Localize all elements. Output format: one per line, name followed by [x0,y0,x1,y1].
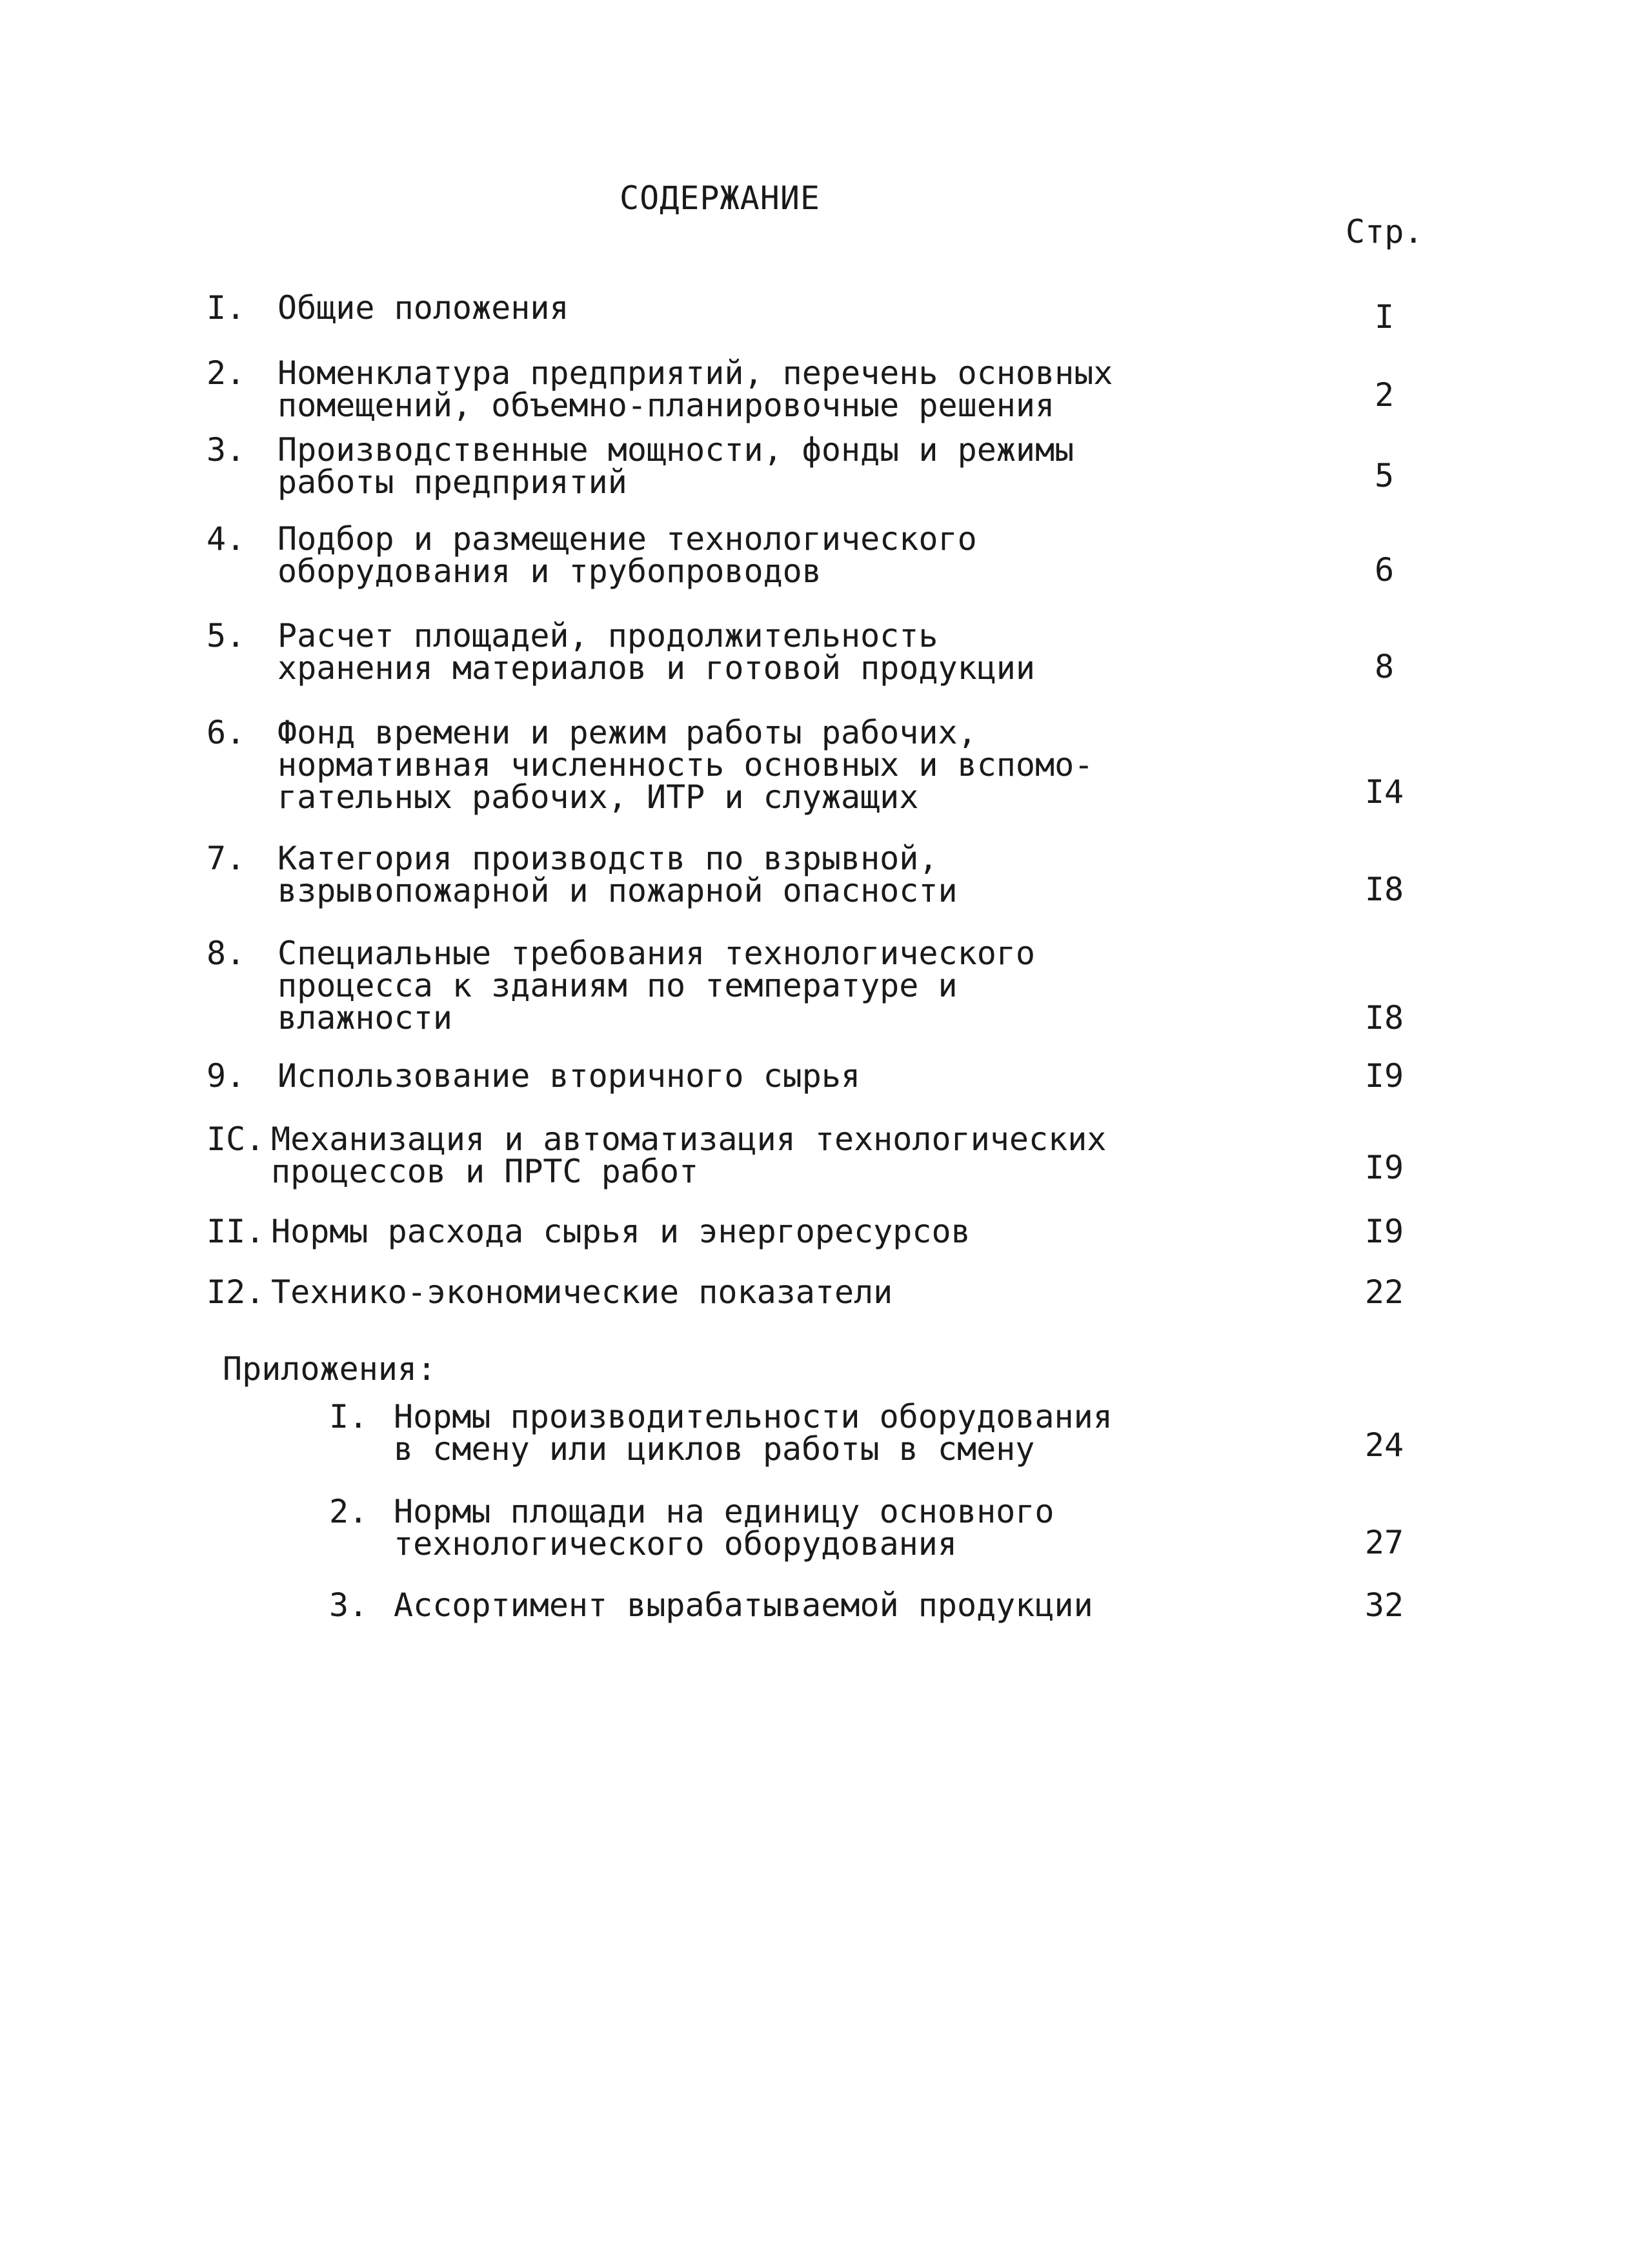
toc-entry-number: 7. [207,840,246,877]
toc-entry-page: I4 [1364,773,1404,811]
toc-entry-number: 4. [207,520,246,558]
appendix-item-number: 2. [329,1493,368,1530]
toc-entry-text: Расчет площадей, продолжительность хранения материалов и готовой продукции [278,617,1035,687]
appendix-item-text: Нормы площади на единицу основного технологического оборудования [394,1493,1055,1563]
toc-entry-number: 2. [207,354,246,392]
toc-entry-page: I9 [1364,1213,1404,1250]
toc-entry-text: Нормы расхода сырья и энергоресурсов [271,1213,971,1250]
page-column-header: Стр. [1346,213,1424,250]
toc-entry-text: Механизация и автоматизация технологических процессов и ПРТС работ [271,1120,1107,1190]
toc-entry-number: 6. [207,714,246,751]
toc-entry-text: Специальные требования технологического процесса к зданиям по температуре и влажности [278,935,1035,1037]
toc-entry-text: Фонд времени и режим работы рабочих, нормативная численность основных и вспомо- гательных рабочих, ИТР и служащих [278,714,1094,816]
toc-entry-page: 22 [1364,1273,1404,1311]
appendix-item-page: 24 [1364,1426,1404,1464]
page-title: СОДЕРЖАНИЕ [620,179,821,217]
toc-entry-text: Категория производств по взрывной, взрывопожарной и пожарной опасности [278,840,958,909]
toc-entry-page: I [1374,298,1395,336]
toc-entry-number: IC. [207,1120,265,1158]
toc-entry-number: I. [207,289,246,327]
toc-entry-number: 3. [207,431,246,469]
toc-entry-page: 5 [1374,457,1395,494]
toc-entry-page: 2 [1374,376,1395,414]
toc-entry-page: I8 [1364,999,1404,1037]
toc-entry-text: Подбор и размещение технологического оборудования и трубопроводов [278,520,977,590]
toc-entry-text: Номенклатура предприятий, перечень основных помещений, объемно-планировочные решения [278,354,1113,424]
appendix-item-text: Ассортимент вырабатываемой продукции [394,1586,1093,1624]
toc-entry-text: Использование вторичного сырья [278,1057,861,1095]
toc-entry-number: II. [207,1213,265,1250]
toc-entry-number: 9. [207,1057,246,1095]
toc-entry-number: I2. [207,1273,265,1311]
toc-entry-text: Общие положения [278,289,569,327]
toc-entry-number: 8. [207,935,246,972]
appendix-item-page: 32 [1364,1586,1404,1624]
appendix-item-page: 27 [1364,1524,1404,1561]
appendix-item-text: Нормы производительности оборудования в смену или циклов работы в смену [394,1398,1113,1468]
appendix-item-number: I. [329,1398,368,1435]
toc-entry-number: 5. [207,617,246,654]
appendix-heading: Приложения: [223,1350,437,1388]
toc-entry-page: 8 [1374,648,1395,685]
toc-entry-text: Технико-экономические показатели [271,1273,893,1311]
toc-entry-page: I8 [1364,871,1404,908]
toc-entry-page: 6 [1374,551,1395,589]
toc-entry-page: I9 [1364,1149,1404,1186]
toc-entry-page: I9 [1364,1057,1404,1095]
appendix-item-number: 3. [329,1586,368,1624]
toc-entry-text: Производственные мощности, фонды и режимы работы предприятий [278,431,1075,501]
